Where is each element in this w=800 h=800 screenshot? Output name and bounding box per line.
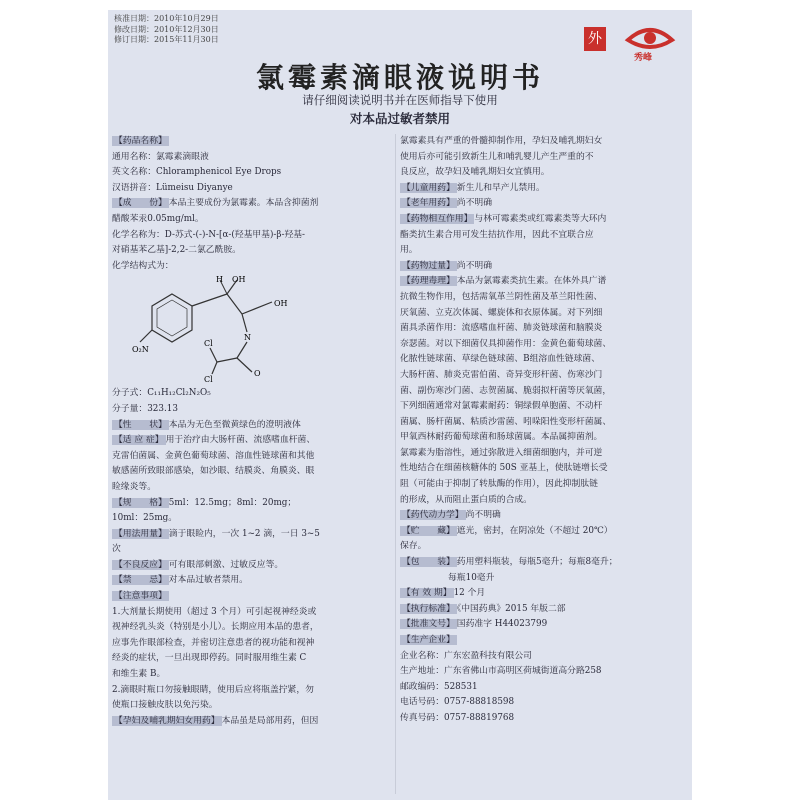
pharmacology-text: 下列细菌通常对氯霉素耐药：铜绿假单胞菌、不动杆 (400, 401, 603, 412)
structure-label: 化学结构式为： (112, 260, 174, 271)
indications-text: 用于治疗由大肠杆菌、流感嗜血杆菌、 (165, 435, 316, 446)
ingredients-text: 醋酸苯汞0.05mg/ml。 (112, 213, 204, 224)
approval-date: 核准日期：2010年10月29日 (114, 14, 219, 23)
left-column (112, 134, 395, 729)
pregnancy-text: 使用后亦可能引致新生儿和哺乳婴儿产生严重的不 (400, 151, 594, 162)
pregnancy-text: 氯霉素具有严重的骨髓抑制作用，孕妇及哺乳期妇女 (400, 136, 603, 146)
section-head: 【批准文号】 (402, 619, 455, 630)
postcode: 邮政编码：528531 (400, 681, 478, 692)
pinyin-name: 汉语拼音：Lümeisu Diyanye (112, 182, 233, 193)
overdose-text: 尚不明确 (456, 260, 492, 271)
caution-text: 视神经乳头炎（特别是小儿）。长期应用本品的患者， (112, 622, 319, 633)
section-head: 【注意事项】 (114, 591, 167, 602)
pharmacology-text: 的形成，从而阻止蛋白质的合成。 (400, 494, 532, 505)
section-head: 【药品名称】 (114, 136, 167, 146)
hydroxyl-label: OH (274, 299, 288, 309)
usage-text: 滴于眼睑内，一次 1~2 滴，一日 3~5 (168, 528, 320, 539)
section-head: 【规 格】 (114, 497, 167, 508)
column-divider (395, 134, 396, 794)
pharmacology-text: 菌、副伤寒沙门菌、志贺菌属、脆弱拟杆菌等厌氧菌， (400, 385, 612, 396)
interaction-text: 酯类抗生素合用可发生拮抗作用，因此不宜联合应 (400, 229, 594, 240)
caution-text: 1.大剂量长期使用（超过 3 个月）可引起视神经炎或 (112, 606, 317, 617)
section-head: 【适 应 症】 (114, 435, 164, 446)
section-head: 【老年用药】 (402, 198, 455, 209)
section-head: 【药物相互作用】 (402, 213, 473, 224)
english-name: 英文名称：Chloramphenicol Eye Drops (112, 167, 282, 178)
caution-text: 经炎的症状，一旦出现即停药。同时服用维生素 C (112, 653, 307, 664)
oxygen-label: O (254, 369, 261, 379)
indications-text: 睑缘炎等。 (112, 481, 156, 492)
section-head: 【药代动力学】 (402, 510, 464, 521)
section-head: 【药物过量】 (402, 260, 455, 271)
caution-text: 2.滴眼时瓶口勿接触眼睛，使用后应将瓶盖拧紧，勿 (112, 684, 314, 695)
specification-text: 5ml：12.5mg；8ml：20mg； (168, 497, 297, 508)
revision-dates (114, 14, 219, 46)
pharmacokinetics-text: 尚不明确 (465, 510, 501, 521)
amide-n-label: N (244, 333, 251, 343)
section-head: 【药理毒理】 (402, 276, 455, 287)
section-head: 【不良反应】 (114, 559, 167, 570)
interaction-text: 与林可霉素类或红霉素类等大环内 (474, 213, 607, 224)
package-text: 每瓶10毫升 (448, 572, 495, 583)
modification-date: 修改日期：2010年12月30日 (114, 24, 219, 34)
leaflet (108, 10, 692, 800)
section-head: 【禁 忌】 (114, 575, 167, 586)
pharmacology-text: 氯霉素为脂溶性，通过弥散进入细菌细胞内，并可逆 (400, 447, 603, 458)
revision-date: 修订日期：2015年11月30日 (114, 35, 219, 44)
indications-text: 克雷伯菌属、金黄色葡萄球菌、溶血性链球菌和其他 (112, 450, 315, 461)
interaction-text: 用。 (400, 245, 418, 256)
structure-diagram (132, 274, 332, 386)
molecular-weight: 分子量：323.13 (112, 403, 178, 414)
section-head: 【用法用量】 (114, 528, 167, 539)
section-head: 【包 装】 (402, 557, 455, 568)
pharmacology-text: 菌属、肠杆菌属、粘质沙雷菌、吲哚阳性变形杆菌属、 (400, 416, 612, 427)
section-head: 【孕妇及哺乳期妇女用药】 (114, 715, 220, 726)
pregnancy-text: 本品虽是局部用药，但因 (221, 715, 319, 726)
chlorine-label: Cl (204, 375, 213, 385)
chlorine-label: Cl (204, 339, 213, 349)
ingredients-text: 本品主要成份为氯霉素。本品含抑菌剂 (168, 198, 319, 209)
contraindication-text: 对本品过敏者禁用。 (168, 575, 248, 586)
phone-number: 电话号码：0757-88818598 (400, 697, 515, 708)
chemical-structure (112, 274, 395, 386)
package-text: 药用塑料瓶装，每瓶5毫升；每瓶8毫升； (456, 557, 618, 568)
validity-text: 12 个月 (453, 588, 486, 599)
indications-text: 敏感菌所致眼部感染，如沙眼、结膜炎、角膜炎、眼 (112, 466, 315, 477)
section-head: 【生产企业】 (402, 635, 455, 645)
hydroxyl-label: OH (232, 275, 246, 285)
document-title: 氯霉素滴眼液说明书 (255, 61, 544, 94)
chemical-name: 化学名称为：D-苏式-(-)-N-[α-(羟基甲基)-β-羟基- (112, 229, 306, 240)
pregnancy-text: 良反应，故孕妇及哺乳期妇女宜慎用。 (400, 167, 550, 178)
approval-text: 国药准字 H44023799 (456, 619, 548, 630)
properties-text: 本品为无色至微黄绿色的澄明液体 (168, 419, 301, 430)
fax-number: 传真号码：0757-88819768 (400, 712, 515, 723)
manufacturer-address: 生产地址：广东省佛山市高明区荷城街道高分路258 (400, 666, 602, 677)
chemical-name: 对硝基苯乙基]-2,2-二氯乙酰胺。 (112, 245, 241, 256)
pharmacology-text: 阻（可能由于抑制了转肽酶的作用），因此抑制肽链 (400, 479, 598, 490)
caution-text: 和维生素 B。 (112, 669, 166, 680)
section-head: 【有 效 期】 (402, 588, 452, 599)
manufacturer-name: 企业名称：广东宏盈科技有限公司 (400, 650, 532, 661)
section-head: 【性 状】 (114, 419, 167, 430)
allergy-warning: 对本品过敏者禁用 (349, 111, 450, 126)
brand-name: 秀峰 (634, 53, 653, 63)
subtitle: 请仔细阅读说明书并在医师指导下使用 (302, 93, 498, 107)
caution-text: 应事先作眼部检查，并密切注意患者的视功能和视神 (112, 637, 315, 648)
pharmacology-text: 甲氧西林耐药葡萄球菌和肠球菌属。本品属抑菌剂。 (400, 432, 603, 443)
generic-name: 通用名称：氯霉素滴眼液 (112, 151, 209, 162)
pharmacology-text: 奈瑟菌。对以下细菌仅具抑菌作用：金黄色葡萄球菌、 (400, 338, 612, 349)
section-head: 【贮 藏】 (402, 525, 455, 536)
molecular-formula: 分子式：C₁₁H₁₂Cl₂N₂O₅ (112, 388, 211, 399)
standard-text: 《中国药典》2015 年版二部 (456, 603, 566, 614)
children-text: 新生儿和早产儿禁用。 (456, 182, 545, 193)
pharmacology-text: 抗微生物作用，包括需氧革兰阴性菌及革兰阳性菌、 (400, 291, 603, 302)
caution-text: 使瓶口接触皮肤以免污染。 (112, 700, 218, 711)
storage-text: 保存。 (400, 541, 427, 552)
pharmacology-text: 性地结合在细菌核糖体的 50S 亚基上，使肽链增长受 (400, 463, 608, 474)
adverse-text: 可有眼部刺激、过敏反应等。 (168, 559, 284, 570)
pharmacology-text: 大肠杆菌、肺炎克雷伯菌、奇异变形杆菌、伤寒沙门 (400, 369, 603, 380)
pharmacology-text: 化脓性链球菌、草绿色链球菌、B组溶血性链球菌、 (400, 354, 600, 365)
section-head: 【成 份】 (114, 198, 167, 209)
usage-text: 次 (112, 544, 121, 555)
nitro-label: O₂N (132, 345, 149, 355)
right-column (400, 134, 683, 727)
pharmacology-text: 本品为氯霉素类抗生素。在体外具广谱 (456, 276, 607, 287)
specification-text: 10ml：25mg。 (112, 513, 178, 524)
pharmacology-text: 菌具杀菌作用：流感嗜血杆菌、肺炎链球菌和脑膜炎 (400, 323, 603, 334)
storage-text: 遮光，密封，在阴凉处（不超过 20℃） (456, 525, 613, 536)
pharmacology-text: 厌氧菌、立克次体属、螺旋体和衣原体属。对下列细 (400, 307, 603, 318)
elderly-text: 尚不明确 (456, 198, 492, 209)
external-use-badge: 外 (584, 27, 606, 51)
section-head: 【执行标准】 (402, 603, 455, 614)
section-head: 【儿童用药】 (402, 182, 455, 193)
hydrogen-label: H (216, 275, 223, 285)
